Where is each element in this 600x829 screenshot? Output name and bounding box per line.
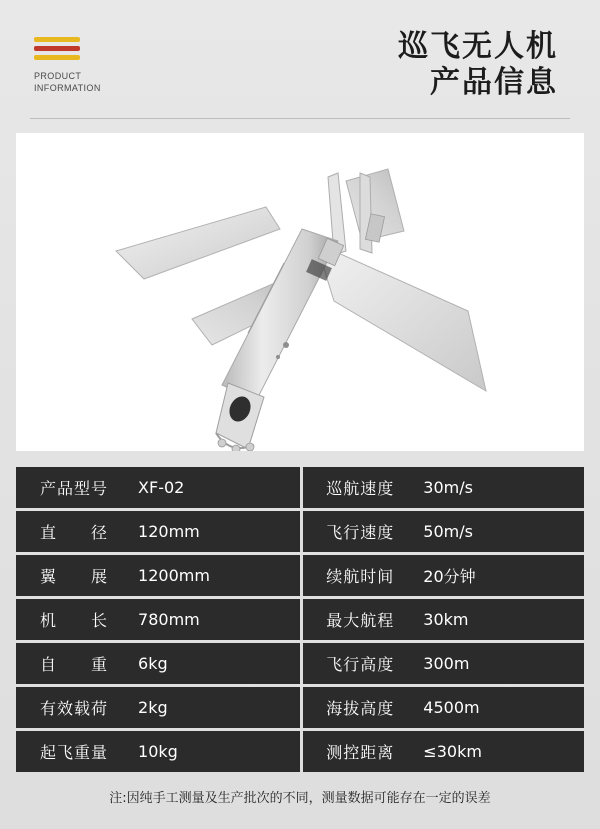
- spec-value: XF-02: [132, 467, 299, 508]
- spec-key: 最大航程: [303, 599, 417, 640]
- spec-value: 10kg: [132, 731, 299, 772]
- page-header: [16, 0, 584, 112]
- spec-value: 6kg: [132, 643, 299, 684]
- page-title: [398, 29, 570, 101]
- product-image-panel: [16, 133, 584, 451]
- spec-key: 翼 展: [16, 555, 132, 596]
- brand-bar-3: [34, 55, 80, 60]
- spec-table-body: [16, 467, 584, 772]
- header-divider: [30, 118, 570, 119]
- brand-bars-icon: [34, 37, 80, 60]
- spec-key: 自 重: [16, 643, 132, 684]
- spec-key: 海拔高度: [303, 687, 417, 728]
- spec-value: 30m/s: [417, 467, 584, 508]
- table-row: [16, 731, 584, 772]
- spec-value: 2kg: [132, 687, 299, 728]
- brand-label-line1: PRODUCT: [34, 70, 82, 81]
- spec-key: 巡航速度: [303, 467, 417, 508]
- spec-key: 有效载荷: [16, 687, 132, 728]
- table-row: [16, 467, 584, 508]
- spec-value: 300m: [417, 643, 584, 684]
- brand-label-line2: INFORMATION: [34, 82, 101, 93]
- spec-key: 直 径: [16, 511, 132, 552]
- spec-key: 起飞重量: [16, 731, 132, 772]
- brand-block: [30, 37, 101, 94]
- spec-value: 1200mm: [132, 555, 299, 596]
- table-row: [16, 511, 584, 552]
- spec-key: 续航时间: [303, 555, 417, 596]
- table-row: [16, 599, 584, 640]
- spec-value: 20分钟: [417, 555, 584, 596]
- spec-key: 测控距离: [303, 731, 417, 772]
- table-row: [16, 643, 584, 684]
- uav-product-photo: [16, 133, 584, 451]
- spec-value: 50m/s: [417, 511, 584, 552]
- table-row: [16, 555, 584, 596]
- spec-key: 产品型号: [16, 467, 132, 508]
- spec-value: ≤30km: [417, 731, 584, 772]
- table-row: [16, 687, 584, 728]
- brand-bar-2: [34, 46, 80, 51]
- spec-key: 机 长: [16, 599, 132, 640]
- spec-key: 飞行速度: [303, 511, 417, 552]
- spec-value: 30km: [417, 599, 584, 640]
- spec-value: 120mm: [132, 511, 299, 552]
- spec-value: 4500m: [417, 687, 584, 728]
- measurement-note: 注:因纯手工测量及生产批次的不同，测量数据可能存在一定的误差: [109, 791, 491, 806]
- page-title-main: 巡飞无人机: [398, 29, 558, 64]
- brand-bar-1: [34, 37, 80, 42]
- page-title-sub: 产品信息: [430, 65, 558, 100]
- spec-value: 780mm: [132, 599, 299, 640]
- spec-table: [16, 464, 584, 775]
- spec-key: 飞行高度: [303, 643, 417, 684]
